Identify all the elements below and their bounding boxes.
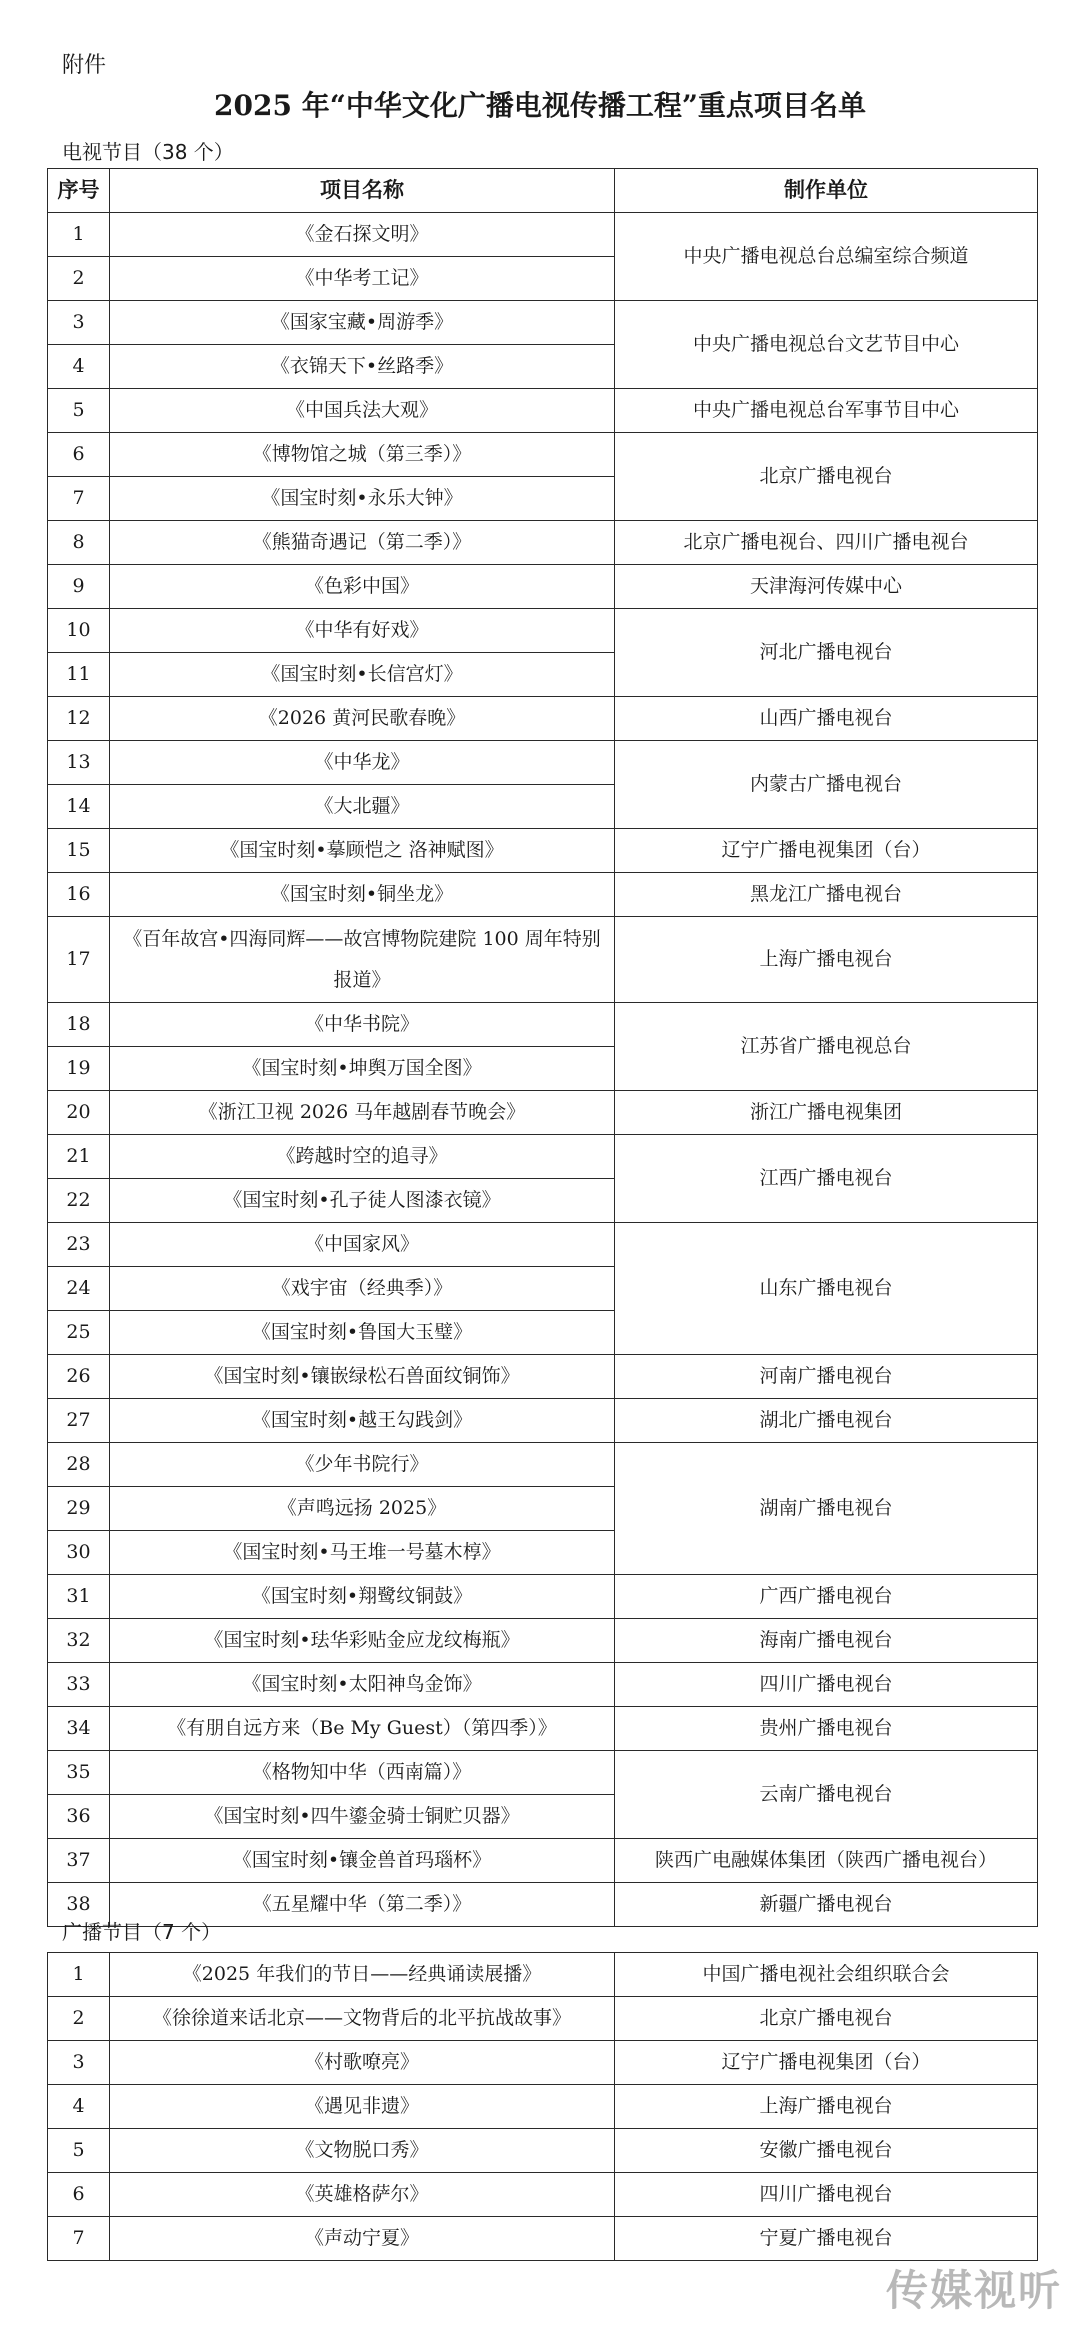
production-unit: 安徽广播电视台 [615,2129,1038,2173]
table-row [48,917,1038,1003]
project-name: 《国宝时刻•四牛鎏金骑士铜贮贝器》 [110,1795,615,1839]
project-name: 《国宝时刻•镶金兽首玛瑙杯》 [110,1839,615,1883]
production-unit: 山东广播电视台 [615,1223,1038,1355]
row-number: 38 [48,1883,110,1927]
row-number: 34 [48,1707,110,1751]
production-unit: 中央广播电视总台军事节目中心 [615,389,1038,433]
row-number: 5 [48,389,110,433]
row-number: 17 [48,917,110,1003]
row-number: 28 [48,1443,110,1487]
production-unit: 新疆广播电视台 [615,1883,1038,1927]
project-name: 《国宝时刻•铜坐龙》 [110,873,615,917]
table-row [48,301,1038,345]
table-row [48,1839,1038,1883]
project-name: 《跨越时空的追寻》 [110,1135,615,1179]
table-row [48,1619,1038,1663]
project-name: 《浙江卫视 2026 马年越剧春节晚会》 [110,1091,615,1135]
production-unit: 广西广播电视台 [615,1575,1038,1619]
table-row [48,1091,1038,1135]
table-row [48,1575,1038,1619]
row-number: 30 [48,1531,110,1575]
project-name: 《中华有好戏》 [110,609,615,653]
project-name: 《国宝时刻•永乐大钟》 [110,477,615,521]
document-title: 2025 年“中华文化广播电视传播工程”重点项目名单 [214,89,866,122]
project-name: 《色彩中国》 [110,565,615,609]
table-row [48,741,1038,785]
row-number: 27 [48,1399,110,1443]
production-unit: 中国广播电视社会组织联合会 [615,1953,1038,1997]
project-name: 《英雄格萨尔》 [110,2173,615,2217]
project-name: 《文物脱口秀》 [110,2129,615,2173]
production-unit: 上海广播电视台 [615,917,1038,1003]
project-name: 《中国家风》 [110,1223,615,1267]
production-unit: 浙江广播电视集团 [615,1091,1038,1135]
project-name: 《熊猫奇遇记（第二季）》 [110,521,615,565]
row-number: 31 [48,1575,110,1619]
table-row [48,1223,1038,1267]
col-header-no: 序号 [48,169,110,213]
project-name: 《国宝时刻•摹顾恺之 洛神赋图》 [110,829,615,873]
production-unit: 河北广播电视台 [615,609,1038,697]
table-row [48,433,1038,477]
table-row [48,1953,1038,1997]
table-row [48,2217,1038,2261]
production-unit: 海南广播电视台 [615,1619,1038,1663]
row-number: 14 [48,785,110,829]
project-name: 《国家宝藏•周游季》 [110,301,615,345]
row-number: 5 [48,2129,110,2173]
production-unit: 江西广播电视台 [615,1135,1038,1223]
project-name: 《国宝时刻•镶嵌绿松石兽面纹铜饰》 [110,1355,615,1399]
radio-section-label: 广播节目（7 个） [62,1920,222,1944]
radio-program-table [47,1952,1038,2261]
project-name: 《村歌嘹亮》 [110,2041,615,2085]
row-number: 8 [48,521,110,565]
production-unit: 北京广播电视台、四川广播电视台 [615,521,1038,565]
table-row [48,1355,1038,1399]
table-row [48,2129,1038,2173]
production-unit: 北京广播电视台 [615,433,1038,521]
project-name: 《中华龙》 [110,741,615,785]
table-row [48,609,1038,653]
table-row [48,1135,1038,1179]
project-name: 《戏宇宙（经典季）》 [110,1267,615,1311]
project-name: 《声动宁夏》 [110,2217,615,2261]
row-number: 7 [48,2217,110,2261]
table-row [48,1663,1038,1707]
row-number: 12 [48,697,110,741]
production-unit: 云南广播电视台 [615,1751,1038,1839]
table-row [48,1399,1038,1443]
project-name: 《中华书院》 [110,1003,615,1047]
row-number: 6 [48,2173,110,2217]
table-row [48,1443,1038,1487]
row-number: 18 [48,1003,110,1047]
project-name: 《国宝时刻•长信宫灯》 [110,653,615,697]
project-name: 《2026 黄河民歌春晚》 [110,697,615,741]
row-number: 23 [48,1223,110,1267]
table-row [48,2085,1038,2129]
production-unit: 河南广播电视台 [615,1355,1038,1399]
project-name: 《国宝时刻•坤舆万国全图》 [110,1047,615,1091]
project-name: 《五星耀中华（第二季）》 [110,1883,615,1927]
project-name: 《徐徐道来话北京——文物背后的北平抗战故事》 [110,1997,615,2041]
project-name: 《百年故宫•四海同辉——故宫博物院建院 100 周年特别报道》 [110,917,615,1003]
table-row [48,1997,1038,2041]
row-number: 22 [48,1179,110,1223]
row-number: 4 [48,2085,110,2129]
project-name: 《国宝时刻•珐华彩贴金应龙纹梅瓶》 [110,1619,615,1663]
production-unit: 四川广播电视台 [615,2173,1038,2217]
production-unit: 山西广播电视台 [615,697,1038,741]
table-row [48,389,1038,433]
row-number: 10 [48,609,110,653]
row-number: 33 [48,1663,110,1707]
production-unit: 湖南广播电视台 [615,1443,1038,1575]
project-name: 《中华考工记》 [110,257,615,301]
tv-section-label: 电视节目（38 个） [62,140,234,164]
row-number: 2 [48,257,110,301]
production-unit: 四川广播电视台 [615,1663,1038,1707]
project-name: 《国宝时刻•翔鹭纹铜鼓》 [110,1575,615,1619]
project-name: 《金石探文明》 [110,213,615,257]
project-name: 《遇见非遗》 [110,2085,615,2129]
table-row [48,1003,1038,1047]
row-number: 35 [48,1751,110,1795]
production-unit: 湖北广播电视台 [615,1399,1038,1443]
row-number: 25 [48,1311,110,1355]
row-number: 19 [48,1047,110,1091]
project-name: 《国宝时刻•鲁国大玉璧》 [110,1311,615,1355]
row-number: 36 [48,1795,110,1839]
production-unit: 陕西广电融媒体集团（陕西广播电视台） [615,1839,1038,1883]
row-number: 2 [48,1997,110,2041]
row-number: 1 [48,1953,110,1997]
table-row [48,829,1038,873]
row-number: 20 [48,1091,110,1135]
production-unit: 内蒙古广播电视台 [615,741,1038,829]
project-name: 《国宝时刻•太阳神鸟金饰》 [110,1663,615,1707]
production-unit: 江苏省广播电视总台 [615,1003,1038,1091]
project-name: 《2025 年我们的节日——经典诵读展播》 [110,1953,615,1997]
production-unit: 宁夏广播电视台 [615,2217,1038,2261]
row-number: 3 [48,2041,110,2085]
row-number: 24 [48,1267,110,1311]
production-unit: 辽宁广播电视集团（台） [615,2041,1038,2085]
col-header-unit: 制作单位 [615,169,1038,213]
row-number: 32 [48,1619,110,1663]
project-name: 《少年书院行》 [110,1443,615,1487]
row-number: 37 [48,1839,110,1883]
col-header-name: 项目名称 [110,169,615,213]
table-row [48,697,1038,741]
table-row [48,1707,1038,1751]
table-row [48,1751,1038,1795]
table-row [48,565,1038,609]
project-name: 《有朋自远方来（Be My Guest）（第四季）》 [110,1707,615,1751]
production-unit: 黑龙江广播电视台 [615,873,1038,917]
project-name: 《国宝时刻•越王勾践剑》 [110,1399,615,1443]
project-name: 《大北疆》 [110,785,615,829]
project-name: 《声鸣远扬 2025》 [110,1487,615,1531]
project-name: 《格物知中华（西南篇）》 [110,1751,615,1795]
row-number: 26 [48,1355,110,1399]
row-number: 3 [48,301,110,345]
row-number: 13 [48,741,110,785]
row-number: 6 [48,433,110,477]
production-unit: 中央广播电视总台文艺节目中心 [615,301,1038,389]
project-name: 《国宝时刻•孔子徒人图漆衣镜》 [110,1179,615,1223]
production-unit: 中央广播电视总台总编室综合频道 [615,213,1038,301]
production-unit: 北京广播电视台 [615,1997,1038,2041]
production-unit: 辽宁广播电视集团（台） [615,829,1038,873]
project-name: 《博物馆之城（第三季）》 [110,433,615,477]
row-number: 4 [48,345,110,389]
project-name: 《衣锦天下•丝路季》 [110,345,615,389]
table-row [48,2173,1038,2217]
project-name: 《国宝时刻•马王堆一号墓木椁》 [110,1531,615,1575]
row-number: 21 [48,1135,110,1179]
row-number: 11 [48,653,110,697]
table-row [48,873,1038,917]
tv-program-table [47,168,1038,1927]
row-number: 29 [48,1487,110,1531]
table-row [48,2041,1038,2085]
table-row [48,213,1038,257]
row-number: 15 [48,829,110,873]
production-unit: 上海广播电视台 [615,2085,1038,2129]
production-unit: 天津海河传媒中心 [615,565,1038,609]
row-number: 16 [48,873,110,917]
watermark-logo: 传媒视听 [885,2266,1062,2315]
row-number: 1 [48,213,110,257]
attachment-label: 附件 [62,53,107,78]
project-name: 《中国兵法大观》 [110,389,615,433]
table-row [48,521,1038,565]
row-number: 9 [48,565,110,609]
row-number: 7 [48,477,110,521]
production-unit: 贵州广播电视台 [615,1707,1038,1751]
